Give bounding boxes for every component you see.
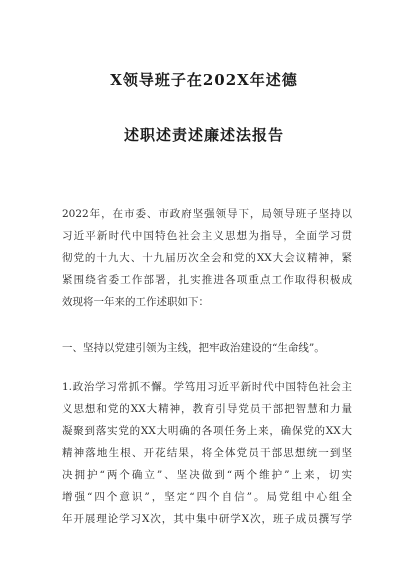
section-1-heading: 一、坚持以党建引领为主线，把牢政治建设的“生命线”。: [62, 342, 325, 354]
item-line: 义思想和党的XX大精神，教育引导党员干部把智慧和力量: [62, 403, 352, 415]
intro-line: 彻党的十九大、十九届历次全会和党的XX大会议精神，紧: [62, 252, 352, 264]
document-title-line-2: 述职述责述廉述法报告: [123, 126, 284, 144]
item-line: 年开展理论学习X次，其中集中研学X次，班子成员撰写学: [62, 513, 352, 525]
item-line: 1.政治学习常抓不懈。学笃用习近平新时代中国特色社会主: [62, 381, 352, 393]
intro-line: 2022年，在市委、市政府坚强领导下，局领导班子坚持以: [62, 208, 352, 220]
document-title-line-1: X领导班子在202X年述德: [110, 71, 298, 89]
intro-line: 紧围绕省委工作部署，扎实推进各项重点工作取得积极成: [62, 274, 352, 286]
item-line: 凝聚到落实党的XX大明确的各项任务上来，确保党的XX大: [62, 425, 352, 437]
section-heading: [62, 337, 352, 359]
intro-paragraph: [62, 203, 352, 313]
item-1-paragraph: [62, 376, 352, 530]
item-line: 增强“四个意识”，坚定“四个自信”。局党组中心组全: [62, 491, 352, 503]
item-line: 决拥护“两个确立”、坚决做到“两个维护”上来，切实: [62, 469, 352, 481]
intro-line: 习近平新时代中国特色社会主义思想为指导，全面学习贯: [62, 230, 352, 242]
item-line: 精神落地生根、开花结果，将全体党员干部思想统一到坚: [62, 447, 352, 459]
intro-line: 效现将一年来的工作述职如下：: [62, 296, 209, 308]
